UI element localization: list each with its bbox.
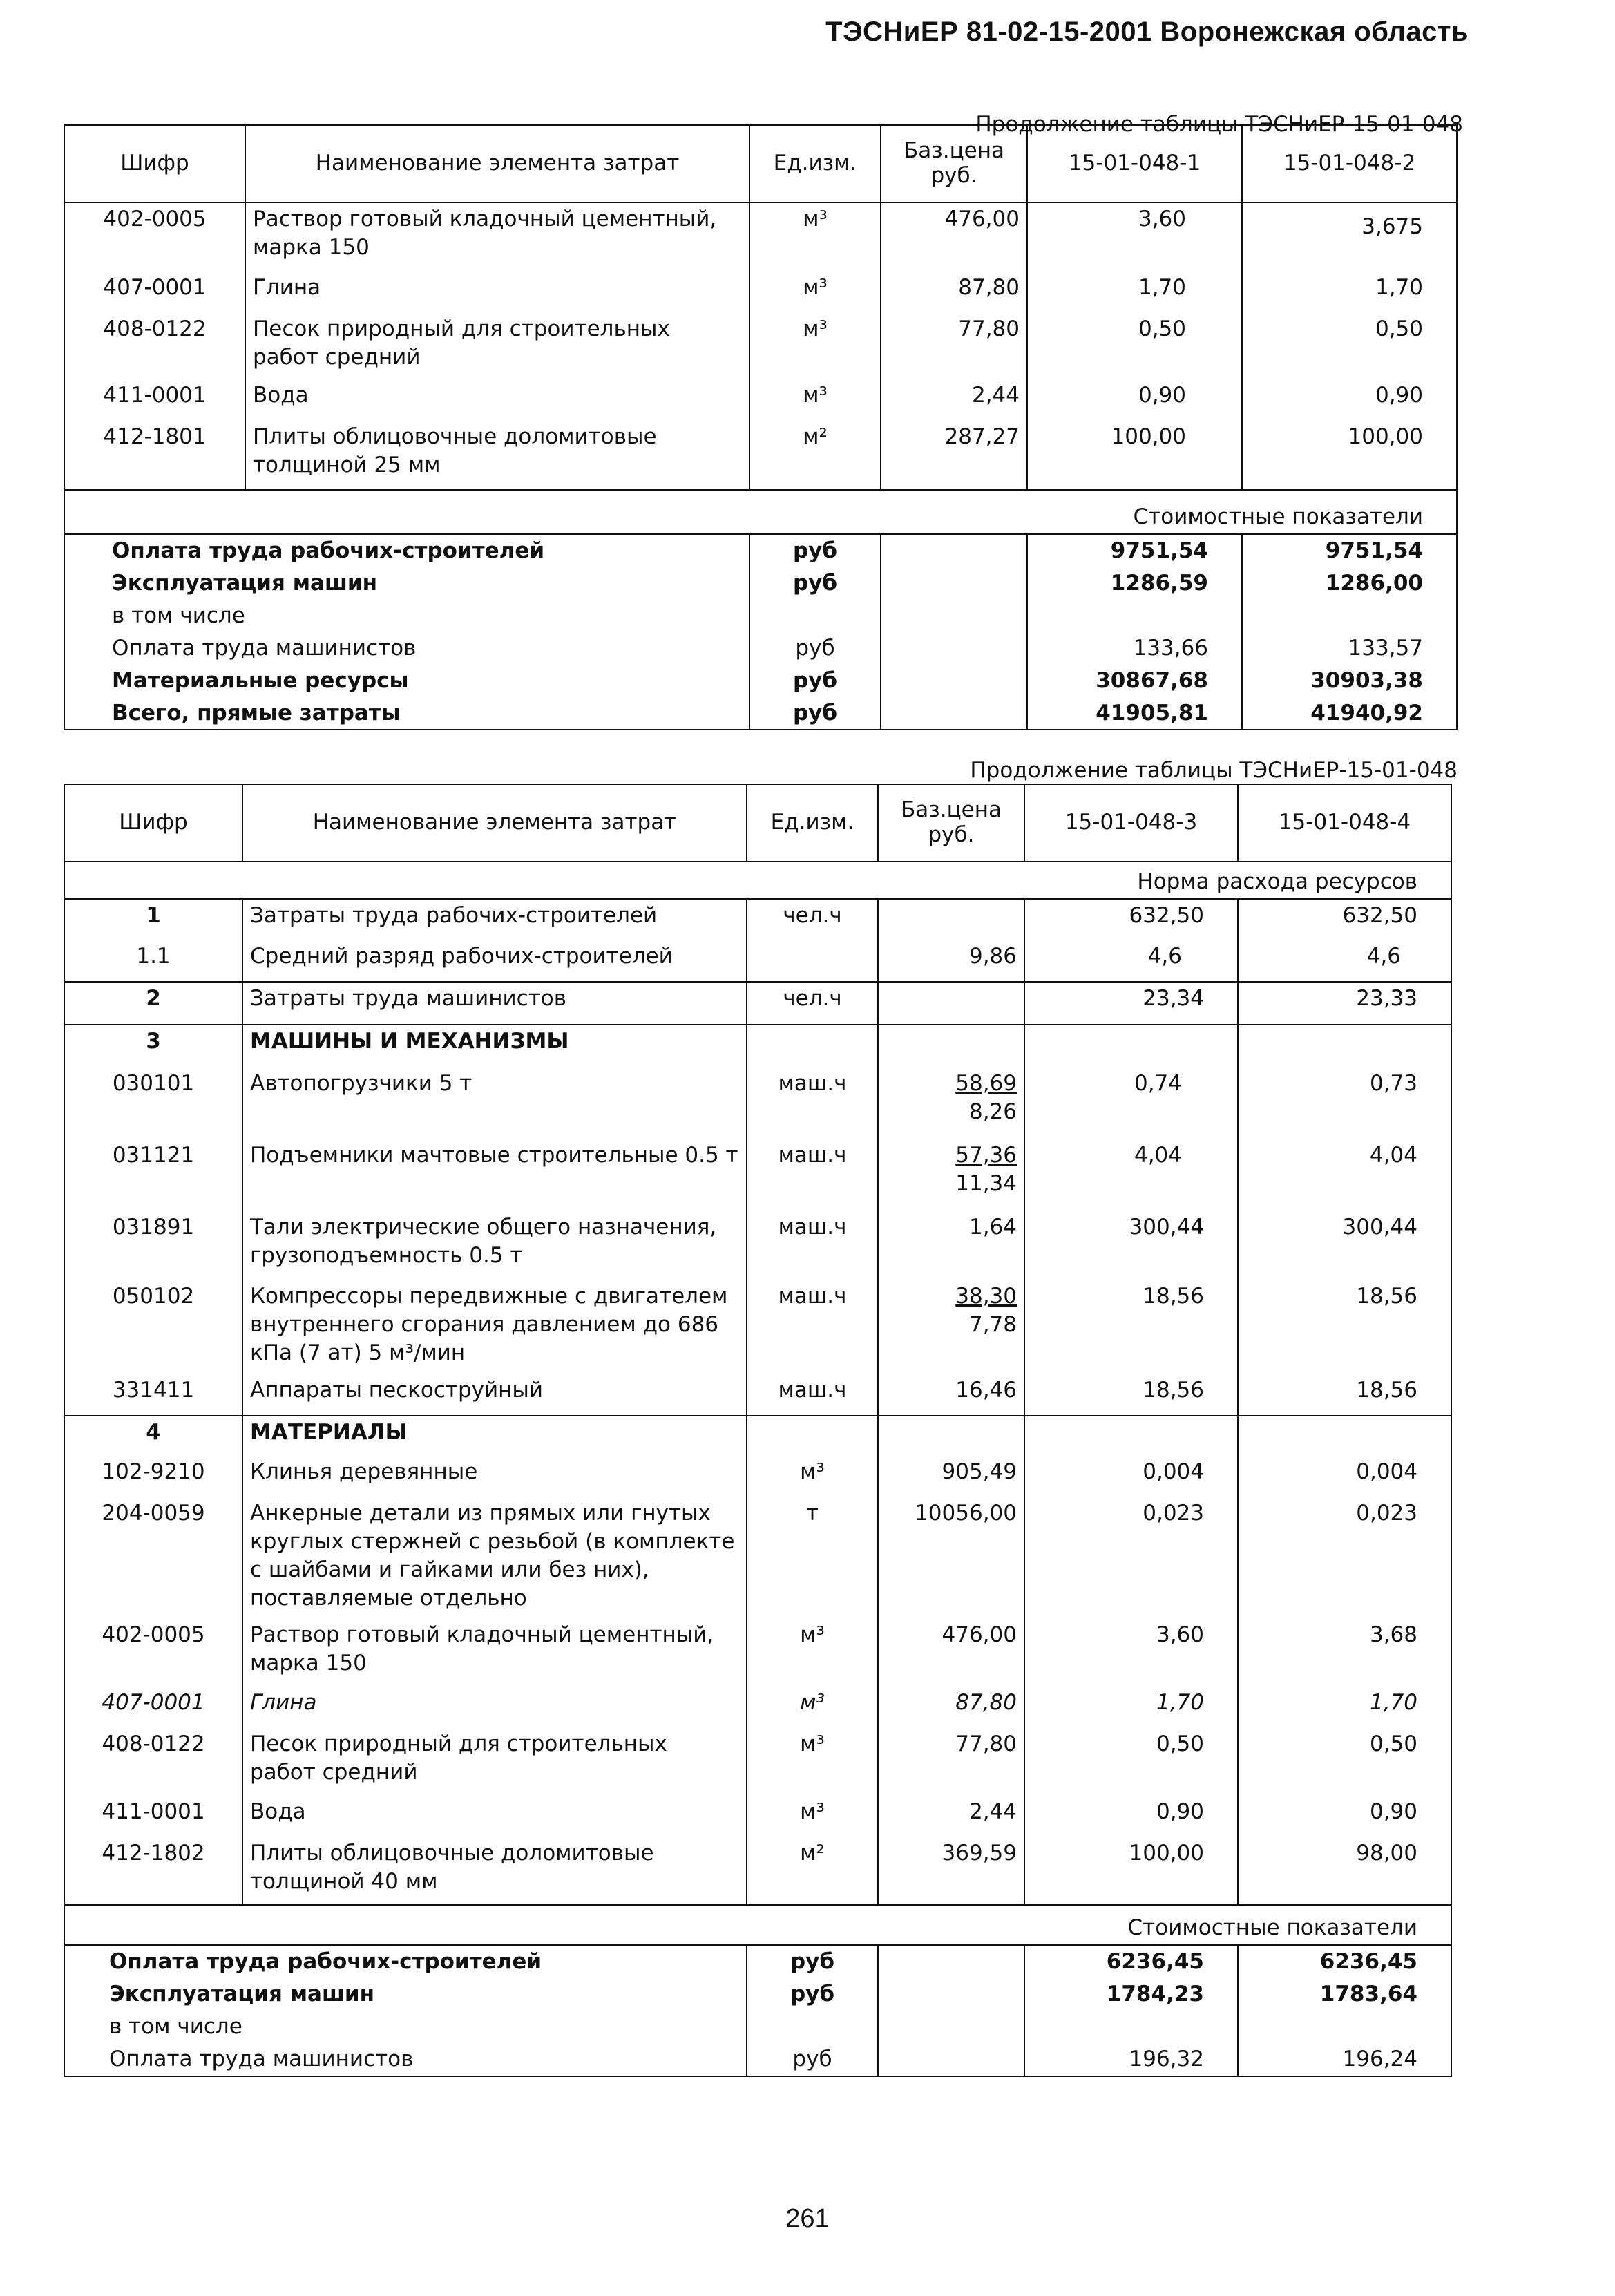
summary-row: Оплата труда рабочих-строителей руб 6236,45 6236,45 bbox=[64, 1945, 1451, 1978]
summary-row: Материальные ресурсы руб 30867,68 30903,38 bbox=[64, 665, 1457, 697]
col-header-price: Баз.цена руб. bbox=[881, 125, 1027, 202]
col-header-v3: 15-01-048-3 bbox=[1024, 784, 1238, 862]
summary-row: Оплата труда рабочих-строителей руб 9751,54 9751,54 bbox=[64, 534, 1457, 567]
document-header: ТЭСНиЕР 81-02-15-2001 Воронежская область bbox=[825, 17, 1469, 47]
resource-table-1 bbox=[64, 124, 1458, 730]
col-header-v2: 15-01-048-2 bbox=[1242, 125, 1457, 202]
table-row: 407-0001 Глина м³ 87,80 1,70 1,70 bbox=[64, 272, 1457, 313]
table-row: 411-0001 Вода м³ 2,44 0,90 0,90 bbox=[64, 1796, 1451, 1837]
resource-table-2 bbox=[64, 784, 1452, 2077]
col-header-unit: Ед.изм. bbox=[747, 784, 878, 862]
col-header-v1: 15-01-048-1 bbox=[1027, 125, 1242, 202]
summary-row: Эксплуатация машин руб 1286,59 1286,00 bbox=[64, 567, 1457, 600]
col-header-name: Наименование элемента затрат bbox=[242, 784, 747, 862]
section-row: Стоимостные показатели bbox=[64, 1905, 1451, 1945]
summary-row: Оплата труда машинистов руб 196,32 196,24 bbox=[64, 2043, 1451, 2076]
table-row: 031121 Подъемники мачтовые строительные 0.5 т маш.ч 57,36 11,34 4,04 4,04 bbox=[64, 1139, 1451, 1211]
table-row: 331411 Аппараты пескоструйный маш.ч 16,46 18,56 18,56 bbox=[64, 1374, 1451, 1416]
summary-row: в том числе bbox=[64, 600, 1457, 632]
table-row: 408-0122 Песок природный для строительных работ средний м³ 77,80 0,50 0,50 bbox=[64, 313, 1457, 379]
table-row: 1.1 Средний разряд рабочих-строителей 9,86 4,6 4,6 bbox=[64, 940, 1451, 982]
section-row: Стоимостные показатели bbox=[64, 490, 1457, 534]
table-row: 402-0005 Раствор готовый кладочный цементный, марка 150 м³ 476,00 3,60 3,68 bbox=[64, 1619, 1451, 1687]
summary-row: в том числе bbox=[64, 2011, 1451, 2043]
table-row: 204-0059 Анкерные детали из прямых или гнутых круглых стержней с резьбой (в комплекте с шайбами и гайками или без них), поставляемые отдельно т 10056,00 0,023 0,023 bbox=[64, 1497, 1451, 1619]
table-row: 408-0122 Песок природный для строительных работ средний м³ 77,80 0,50 0,50 bbox=[64, 1728, 1451, 1796]
table-row: 050102 Компрессоры передвижные с двигателем внутреннего сгорания давлением до 686 кПа (7 ат) 5 м³/мин маш.ч 38,30 7,78 18,56 18,56 bbox=[64, 1280, 1451, 1374]
page-number: 261 bbox=[785, 2204, 830, 2233]
summary-row: Эксплуатация машин руб 1784,23 1783,64 bbox=[64, 1978, 1451, 2011]
col-header-price: Баз.цена руб. bbox=[878, 784, 1024, 862]
table-row: 030101 Автопогрузчики 5 т маш.ч 58,69 8,26 0,74 0,73 bbox=[64, 1068, 1451, 1139]
col-header-code: Шифр bbox=[64, 784, 242, 862]
table2-continuation: Продолжение таблицы ТЭСНиЕР-15-01-048 bbox=[970, 758, 1458, 783]
col-header-code: Шифр bbox=[64, 125, 245, 202]
summary-row: Всего, прямые затраты руб 41905,81 41940,92 bbox=[64, 697, 1457, 730]
table-row: 102-9210 Клинья деревянные м³ 905,49 0,004 0,004 bbox=[64, 1456, 1451, 1497]
table-row: 031891 Тали электрические общего назначения, грузоподъемность 0.5 т маш.ч 1,64 300,44 300,44 bbox=[64, 1211, 1451, 1280]
table-row: 407-0001 Глина м³ 87,80 1,70 1,70 bbox=[64, 1687, 1451, 1728]
summary-row: Оплата труда машинистов руб 133,66 133,57 bbox=[64, 632, 1457, 665]
table-row: 1 Затраты труда рабочих-строителей чел.ч 632,50 632,50 bbox=[64, 899, 1451, 940]
table-row: 402-0005 Раствор готовый кладочный цементный, марка 150 м³ 476,00 3,60 3,675 bbox=[64, 202, 1457, 272]
table-row: 412-1802 Плиты облицовочные доломитовые толщиной 40 мм м² 369,59 100,00 98,00 bbox=[64, 1837, 1451, 1905]
group-heading-row: 4 МАТЕРИАЛЫ bbox=[64, 1416, 1451, 1456]
group-heading-row: 3 МАШИНЫ И МЕХАНИЗМЫ bbox=[64, 1025, 1451, 1068]
table-row: 412-1801 Плиты облицовочные доломитовые толщиной 25 мм м² 287,27 100,00 100,00 bbox=[64, 421, 1457, 490]
col-header-unit: Ед.изм. bbox=[749, 125, 881, 202]
table1-continuation: Продолжение таблицы ТЭСНиЕР-15-01-048 bbox=[975, 112, 1463, 137]
table-row: 2 Затраты труда машинистов чел.ч 23,34 23,33 bbox=[64, 982, 1451, 1025]
table-row: 411-0001 Вода м³ 2,44 0,90 0,90 bbox=[64, 379, 1457, 421]
col-header-name: Наименование элемента затрат bbox=[245, 125, 749, 202]
col-header-v4: 15-01-048-4 bbox=[1238, 784, 1451, 862]
section-row: Норма расхода ресурсов bbox=[64, 862, 1451, 899]
